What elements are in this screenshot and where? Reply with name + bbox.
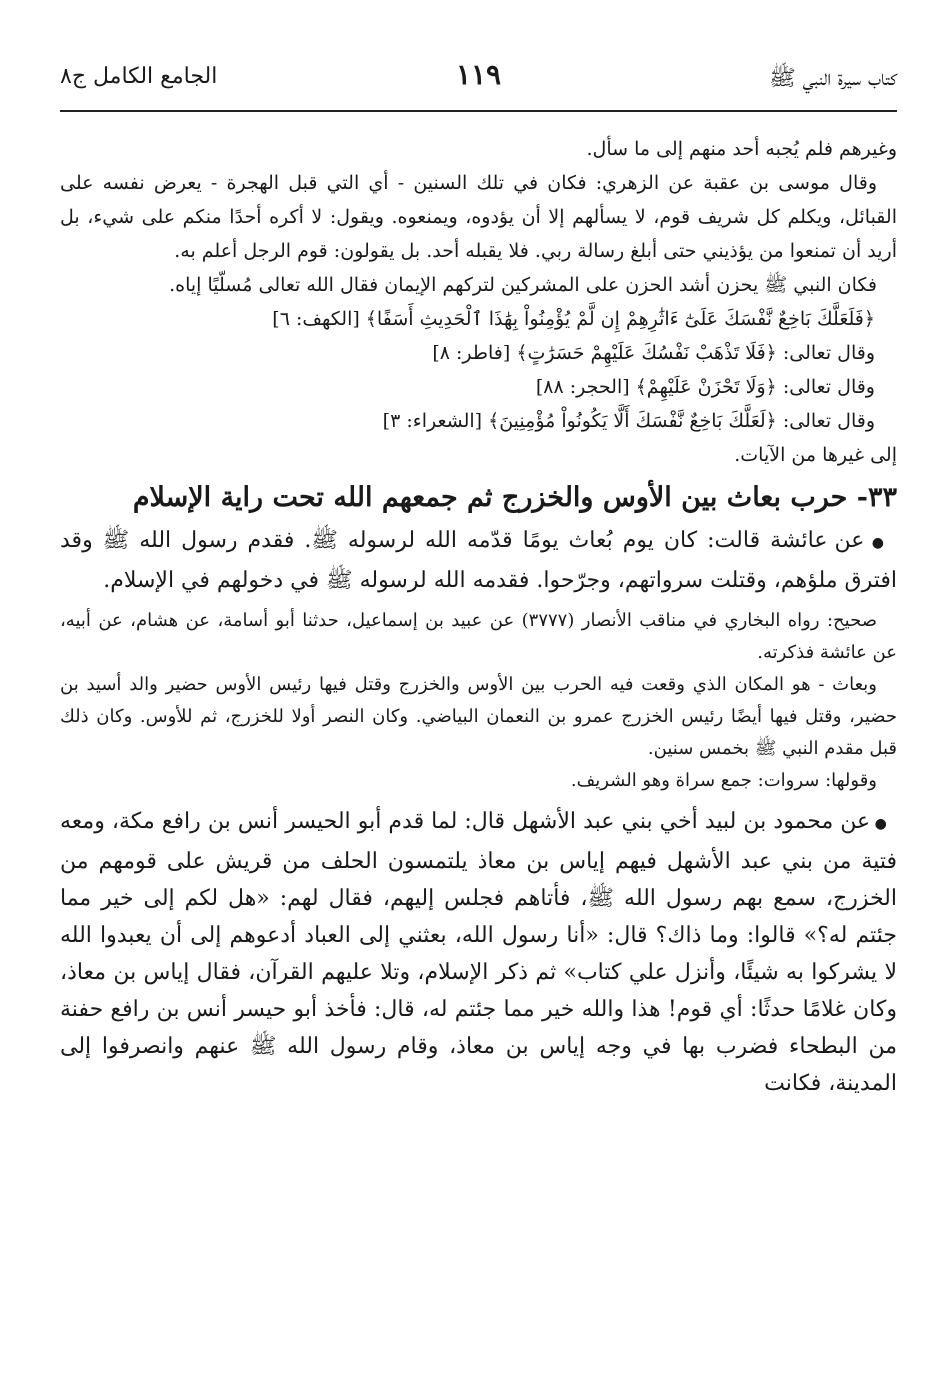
quran-verse: وقال تعالى: ﴿لَعَلَّكَ بَاخِعٌ نَّفْسَكَ أَلَّا يَكُونُواْ مُؤْمِنِينَ﴾ [الشعراء: ٣] [382, 410, 875, 432]
paragraph: وغيرهم فلم يُجبه أحد منهم إلى ما سأل. [586, 138, 897, 160]
quran-verse: وقال تعالى: ﴿فَلَا تَذْهَبْ نَفْسُكَ عَلَيْهِمْ حَسَرَٰتٍ﴾ [فاطر: ٨] [432, 342, 875, 364]
paragraph: وقال موسى بن عقبة عن الزهري: فكان في تلك السنين - أي التي قبل الهجرة - يعرض نفسه على القبائل، ويكلم كل شريف قوم، لا يسألهم إلا أن يؤدوه، ويمنعوه. ويقول: لا أكره أحدًا منكم على شيء، بل أريد أن تمنعوا من يؤذيني حتى أبلغ رسالة ربي. فلا يقبله أحد. بل يقولون: قوم الرجل أعلم به. [60, 172, 897, 262]
hadith-text: ● عن عائشة قالت: كان يوم بُعاث يومًا قدّمه الله لرسوله ﷺ. فقدم رسول الله ﷺ وقد افترق ملؤهم، وقتلت سرواتهم، وجرّحوا. فقدمه الله لرسوله ﷺ في دخولهم في الإسلام. [60, 522, 897, 599]
commentary: وبعاث - هو المكان الذي وقعت فيه الحرب بين الأوس والخزرج وقتل فيها رئيس الأوس حضير والد أسيد بن حضير، وقتل فيها أيضًا رئيس الخزرج عمرو بن النعمان البياضي. وكان النصر أولا للخزرج، ثم للأوس. وكان ذلك قبل مقدم النبي ﷺ بخمس سنين. [60, 674, 898, 759]
page-header [60, 58, 897, 102]
quran-verse: ﴿فَلَعَلَّكَ بَاخِعٌ نَّفْسَكَ عَلَىٰٓ ءَاثَٰرِهِمْ إِن لَّمْ يُؤْمِنُواْ بِهَٰذَا ٱلْحَدِيثِ أَسَفًا﴾ [الكهف: ٦] [272, 308, 875, 330]
section-heading: ٣٣- حرب بعاث بين الأوس والخزرج ثم جمعهم الله تحت راية الإسلام [132, 482, 897, 513]
header-divider [60, 110, 897, 112]
commentary: وقولها: سروات: جمع سراة وهو الشريف. [570, 770, 877, 791]
page-body [60, 132, 897, 1102]
hadith-grading: صحيح: رواه البخاري في مناقب الأنصار (٣٧٧٧) عن عبيد بن إسماعيل، حدثنا أبو أسامة، عن هشام، عن أبيه، عن عائشة فذكرته. [60, 610, 897, 663]
quran-verse: وقال تعالى: ﴿وَلَا تَحْزَنْ عَلَيْهِمْ﴾ [الحجر: ٨٨] [535, 376, 875, 398]
page-number: ١١٩ [455, 58, 502, 91]
chapter-title: كتاب سيرة النبي ﷺ [769, 66, 897, 91]
paragraph: فكان النبي ﷺ يحزن أشد الحزن على المشركين لتركهم الإيمان فقال الله تعالى مُسلّيًا إياه. [169, 274, 877, 296]
book-title: الجامع الكامل ج٨ [60, 64, 218, 89]
hadith-text: ● عن محمود بن لبيد أخي بني عبد الأشهل قال: لما قدم أبو الحيسر أنس بن رافع مكة، ومعه فتية من بني عبد الأشهل فيهم إياس بن معاذ يلتمسون الحلف من قريش على قومهم من الخزرج، سمع بهم رسول الله ﷺ، فأتاهم فجلس إليهم، فقال لهم: «هل لكم إلى خير مما جئتم له؟» قالوا: وما ذاك؟ قال: «أنا رسول الله، بعثني إلى العباد أدعوهم إلى أن يعبدوا الله لا يشركوا به شيئًا، وأنزل علي كتاب» ثم ذكر الإسلام، وتلا عليهم القرآن، فقال إياس بن معاذ، وكان غلامًا حدثًا: أي قوم! هذا والله خير مما جئتم له، قال: فأخذ أبو حيسر أنس بن رافع حفنة من البطحاء فضرب بها في وجه إياس بن معاذ، وقام رسول الله ﷺ عنهم وانصرفوا إلى المدينة، فكانت [60, 803, 897, 1102]
paragraph: إلى غيرها من الآيات. [734, 444, 897, 466]
